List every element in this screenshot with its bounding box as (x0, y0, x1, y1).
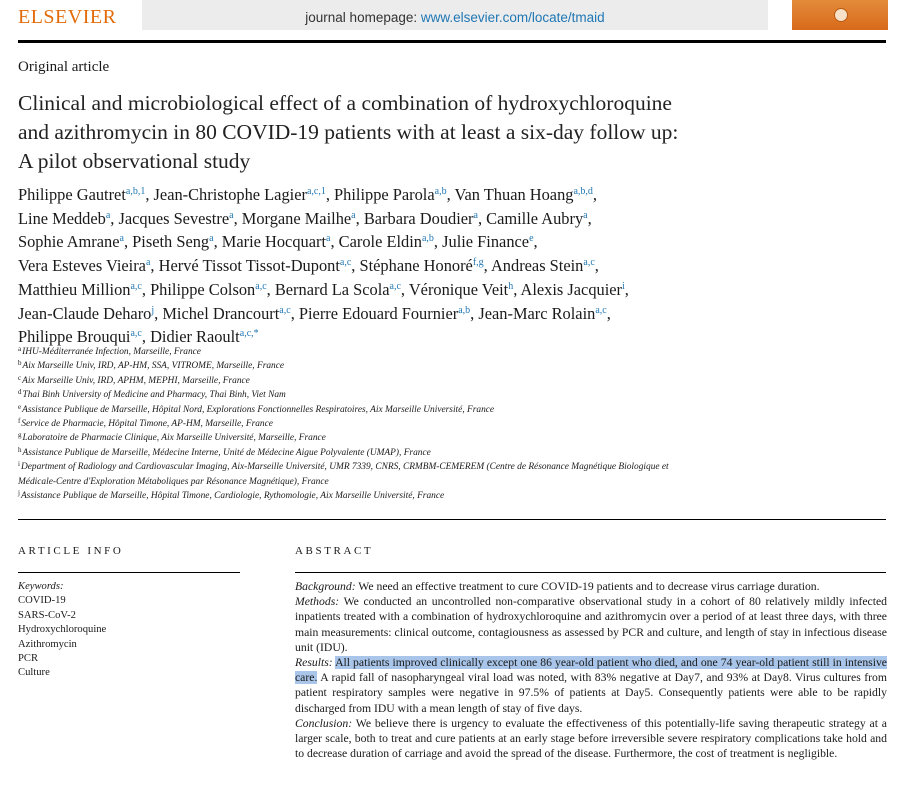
publisher-logo[interactable]: ELSEVIER (18, 6, 117, 28)
affiliation-item-continued (18, 475, 878, 489)
abstract-conclusion-label: Conclusion: (295, 716, 353, 730)
author-affiliation-ref[interactable]: a (119, 233, 124, 245)
author-affiliation-ref[interactable]: a,c (595, 304, 607, 316)
highlighted-selection[interactable]: All patients improved clinically except one 86 year-old patient who died, and one 74 year-old patient still in intensive care. (295, 656, 887, 685)
author-name[interactable]: Julie Finance (442, 232, 530, 252)
affiliation-item (18, 446, 878, 460)
header-divider (18, 40, 886, 43)
abstract-body (295, 579, 887, 761)
author-affiliation-ref[interactable]: h (508, 280, 514, 292)
author-name[interactable]: Pierre Edouard Fournier (298, 303, 459, 323)
abstract-methods-text: We conducted an uncontrolled non-comparative observational study in a cohort of 80 relatively mildly infected inpatients treated with a combination of hydroxychloroquine and azithromycin over a period of at least three days, with three main measurements: clinical outcome, contagiousness as assessed by PCR and culture, and length of stay in infectious disease unit (IDU). (295, 595, 887, 654)
affiliation-text: Laboratoire de Pharmacie Clinique, Aix Marseille Université, Marseille, France (22, 433, 326, 444)
abstract-background-text: We need an effective treatment to cure COVID-19 patients and to decrease virus carriage duration. (355, 580, 820, 593)
author-name[interactable]: Stéphane Honoré (359, 256, 473, 276)
author-affiliation-ref[interactable]: a,b (458, 304, 471, 316)
affiliation-item (18, 345, 878, 359)
affiliation-list (18, 345, 878, 503)
author-name[interactable]: Hervé Tissot Tissot-Dupont (158, 256, 340, 276)
author-affiliation-ref[interactable]: a (473, 209, 478, 221)
author-name[interactable]: Jean-Marc Rolain (478, 303, 596, 323)
title-line: and azithromycin in 80 COVID-19 patients with at least a six-day follow up: (18, 120, 679, 144)
author-name[interactable]: Jean-Christophe Lagier (153, 185, 307, 204)
author-affiliation-ref[interactable]: a,c (130, 280, 142, 292)
author-name[interactable]: Barbara Doudier (363, 208, 474, 228)
author-name[interactable]: Sophie Amrane (18, 232, 120, 252)
abstract-results-label: Results: (295, 656, 333, 670)
author-affiliation-ref[interactable]: a,b,d (573, 186, 593, 197)
abstract-background-label: Background: (295, 580, 356, 593)
author-affiliation-ref[interactable]: a,b,1 (125, 186, 146, 197)
author-affiliation-ref[interactable]: a,c (389, 280, 401, 292)
keyword-item[interactable]: Azithromycin (18, 638, 77, 650)
affiliation-item (18, 388, 878, 402)
journal-homepage-banner (142, 0, 768, 30)
article-type: Original article (18, 59, 110, 75)
author-affiliation-ref[interactable]: a,c (279, 304, 291, 316)
affiliation-key: j (18, 489, 20, 498)
author-name[interactable]: Jean-Claude Deharo (18, 303, 152, 323)
affiliation-key: h (18, 445, 22, 454)
author-affiliation-ref[interactable]: a (229, 209, 234, 221)
affiliation-item (18, 460, 878, 474)
affiliation-item (18, 374, 878, 388)
affiliation-text: Department of Radiology and Cardiovascular Imaging, Aix-Marseille Université, UMR 7339, CNRS, CRMBM-CEMEREM (Centre de Résonance Magnétique Biologique et (20, 462, 669, 473)
keyword-item[interactable]: PCR (18, 653, 39, 665)
affiliation-key: i (18, 460, 20, 469)
author-affiliation-ref[interactable]: a (351, 209, 356, 221)
author-affiliation-ref[interactable]: a,c,1 (306, 186, 326, 197)
author-name[interactable]: Matthieu Million (18, 279, 131, 299)
author-name[interactable]: Line Meddeb (18, 208, 106, 228)
abstract-methods-label: Methods: (295, 595, 340, 609)
keyword-item[interactable]: SARS-CoV-2 (18, 609, 76, 621)
article-info-divider (18, 572, 240, 573)
author-affiliation-ref[interactable]: e (529, 233, 534, 245)
author-name[interactable]: Andreas Stein (490, 256, 584, 276)
author-affiliation-ref[interactable]: a,c (130, 328, 142, 340)
author-name[interactable]: Van Thuan Hoang (454, 185, 574, 204)
affiliation-key: c (18, 373, 22, 382)
affiliation-text: Aix Marseille Univ, IRD, APHM, MEPHI, Marseille, France (22, 375, 250, 386)
affiliation-key: d (18, 388, 22, 397)
author-affiliation-ref[interactable]: a (105, 209, 111, 221)
affiliation-item (18, 431, 878, 445)
author-affiliation-ref[interactable]: a (209, 233, 214, 245)
affiliation-item (18, 359, 878, 373)
affiliation-text: IHU-Méditerranée Infection, Marseille, France (22, 347, 201, 357)
affiliation-text: Assistance Publique de Marseille, Médecine Interne, Unité de Médecine Aigue Polyvalente (UMAP), France (22, 447, 431, 458)
author-name[interactable]: Michel Drancourt (162, 303, 280, 323)
homepage-prefix: journal homepage: (305, 10, 421, 25)
affiliation-text: Assistance Publique de Marseille, Hôpital Nord, Explorations Fonctionnelles Respiratoires, Aix Marseille Université, France (22, 404, 495, 415)
keywords-block (18, 580, 106, 681)
author-affiliation-ref[interactable]: i (622, 280, 625, 292)
affiliation-key: f (18, 417, 21, 426)
author-affiliation-ref[interactable]: a (145, 257, 151, 269)
abstract-conclusion-text: We believe there is urgency to evaluate the effectiveness of this potentially-life saving therapeutic strategy at a larger scale, both to treat and cure patients at an early stage before irreversible severe respiratory complications take hold and to decrease duration of carriage and avoid the spread of the disease. Furthermore, the cost of treatment is negligible. (295, 716, 887, 761)
author-affiliation-ref[interactable]: a (326, 233, 331, 245)
affiliation-text: Assistance Publique de Marseille, Hôpital Timone, Cardiologie, Rythomologie, Aix Marseille Université, France (20, 491, 445, 502)
affiliation-key: b (18, 359, 22, 368)
abstract-heading: ABSTRACT (295, 545, 374, 557)
author-name[interactable]: Alexis Jacquier (520, 279, 623, 299)
author-affiliation-ref[interactable]: a,b (421, 233, 434, 245)
author-name[interactable]: Vera Esteves Vieira (18, 256, 146, 276)
author-list: Philippe Gautret$^{a,b,1}$, Jean-Christophe Lagier$^{a,c,1}$, Philippe Parola$^{a,b}$, Van Thuan Hoang$^{a,b,d}$, Line Meddeb$^a$, Jacques Sevestre$^a$, Morgane Mailhe$^a$, Barbara Doudier$^a$, Camille Aubry$^a$, Sophie Amrane$^a$, Piseth Seng$^a$, Marie Hocquart$^a$, Carole Eldin$^{a,b}$, Julie Finance$^e$, Vera Esteves Vieira$^a$, Hervé Tissot Tissot-Dupont$^{a,c}$, Stéphane Honoré$^{f,g}$, Andreas Stein$^{a,c}$, Matthieu Million$^{a,c}$, Philippe Colson$^{a,c}$, Bernard La Scola$^{a,c}$, Véronique Veit$^h$, Alexis Jacquier$^i$, Jean-Claude Deharo$^j$, Michel Drancourt$^{a,c}$, Pierre Edouard Fournier$^{a,b}$, Jean-Marc Rolain$^{a,c}$, Philippe Brouqui$^{a,c}$, Didier Raoult$^{a,c,*}$ (18, 185, 629, 347)
section-divider (18, 519, 886, 520)
affiliation-item (18, 489, 878, 503)
author-name[interactable]: Camille Aubry (486, 208, 584, 228)
author-name[interactable]: Philippe Brouqui (18, 327, 131, 347)
keywords-label: Keywords: (18, 581, 64, 592)
affiliation-key: e (18, 402, 22, 411)
author-name[interactable]: Marie Hocquart (221, 232, 326, 252)
affiliation-text: Thai Binh University of Medicine and Pharmacy, Thai Binh, Viet Nam (22, 390, 286, 401)
title-line: A pilot observational study (18, 149, 251, 173)
keyword-item[interactable]: COVID-19 (18, 595, 66, 607)
author-name[interactable]: Philippe Parola (334, 185, 435, 204)
cover-emblem-icon (834, 8, 848, 22)
author-name[interactable]: Morgane Mailhe (241, 208, 352, 228)
affiliation-key: g (18, 431, 22, 440)
author-affiliation-ref[interactable]: a,c (583, 257, 595, 269)
author-affiliation-ref[interactable]: a,c,* (239, 328, 259, 340)
affiliation-item (18, 403, 878, 417)
abstract-results-text: A rapid fall of nasopharyngeal viral load was noted, with 83% negative at Day7, and 93% at Day8. Virus cultures from patient respiratory samples were negative in 97.5% of patients at Day5. Consequently patients were able to be rapidly discharged from IDU with a mean length of stay of five days. (295, 671, 887, 715)
keyword-item[interactable]: Hydroxychloroquine (18, 624, 107, 636)
author-name[interactable]: Bernard La Scola (274, 279, 390, 299)
affiliation-key: a (18, 345, 22, 353)
author-affiliation-ref[interactable]: a,b (434, 186, 447, 197)
journal-cover-thumbnail[interactable] (792, 0, 888, 30)
author-affiliation-ref[interactable]: a (583, 209, 588, 221)
author-name[interactable]: Didier Raoult (150, 327, 240, 347)
journal-header (0, 0, 916, 30)
affiliation-item (18, 417, 878, 431)
author-name[interactable]: Piseth Seng (132, 232, 210, 252)
author-name[interactable]: Carole Eldin (338, 232, 422, 252)
affiliation-text: Service de Pharmacie, Hôpital Timone, AP-HM, Marseille, France (21, 419, 273, 430)
author-name[interactable]: Véronique Veit (408, 279, 509, 299)
author-affiliation-ref[interactable]: f,g (472, 257, 484, 269)
affiliation-text: Aix Marseille Univ, IRD, AP-HM, SSA, VITROME, Marseille, France (22, 361, 285, 372)
author-name[interactable]: Philippe Colson (150, 279, 256, 299)
abstract-divider (295, 572, 886, 573)
author-affiliation-ref[interactable]: a,c (339, 257, 352, 269)
title-line: Clinical and microbiological effect of a combination of hydroxychloroquine (18, 91, 672, 115)
author-affiliation-ref[interactable]: a,c (255, 280, 267, 292)
homepage-link[interactable]: www.elsevier.com/locate/tmaid (420, 10, 605, 25)
author-name[interactable]: Philippe Gautret (18, 185, 126, 204)
affiliation-text: Médicale-Centre d'Exploration Métaboliques par Résonance Magnétique), France (18, 476, 329, 487)
author-affiliation-ref[interactable]: j (151, 304, 155, 316)
article-info-heading: ARTICLE INFO (18, 545, 124, 557)
author-name[interactable]: Jacques Sevestre (118, 208, 230, 228)
keyword-item[interactable]: Culture (18, 667, 50, 679)
article-title (18, 89, 848, 176)
